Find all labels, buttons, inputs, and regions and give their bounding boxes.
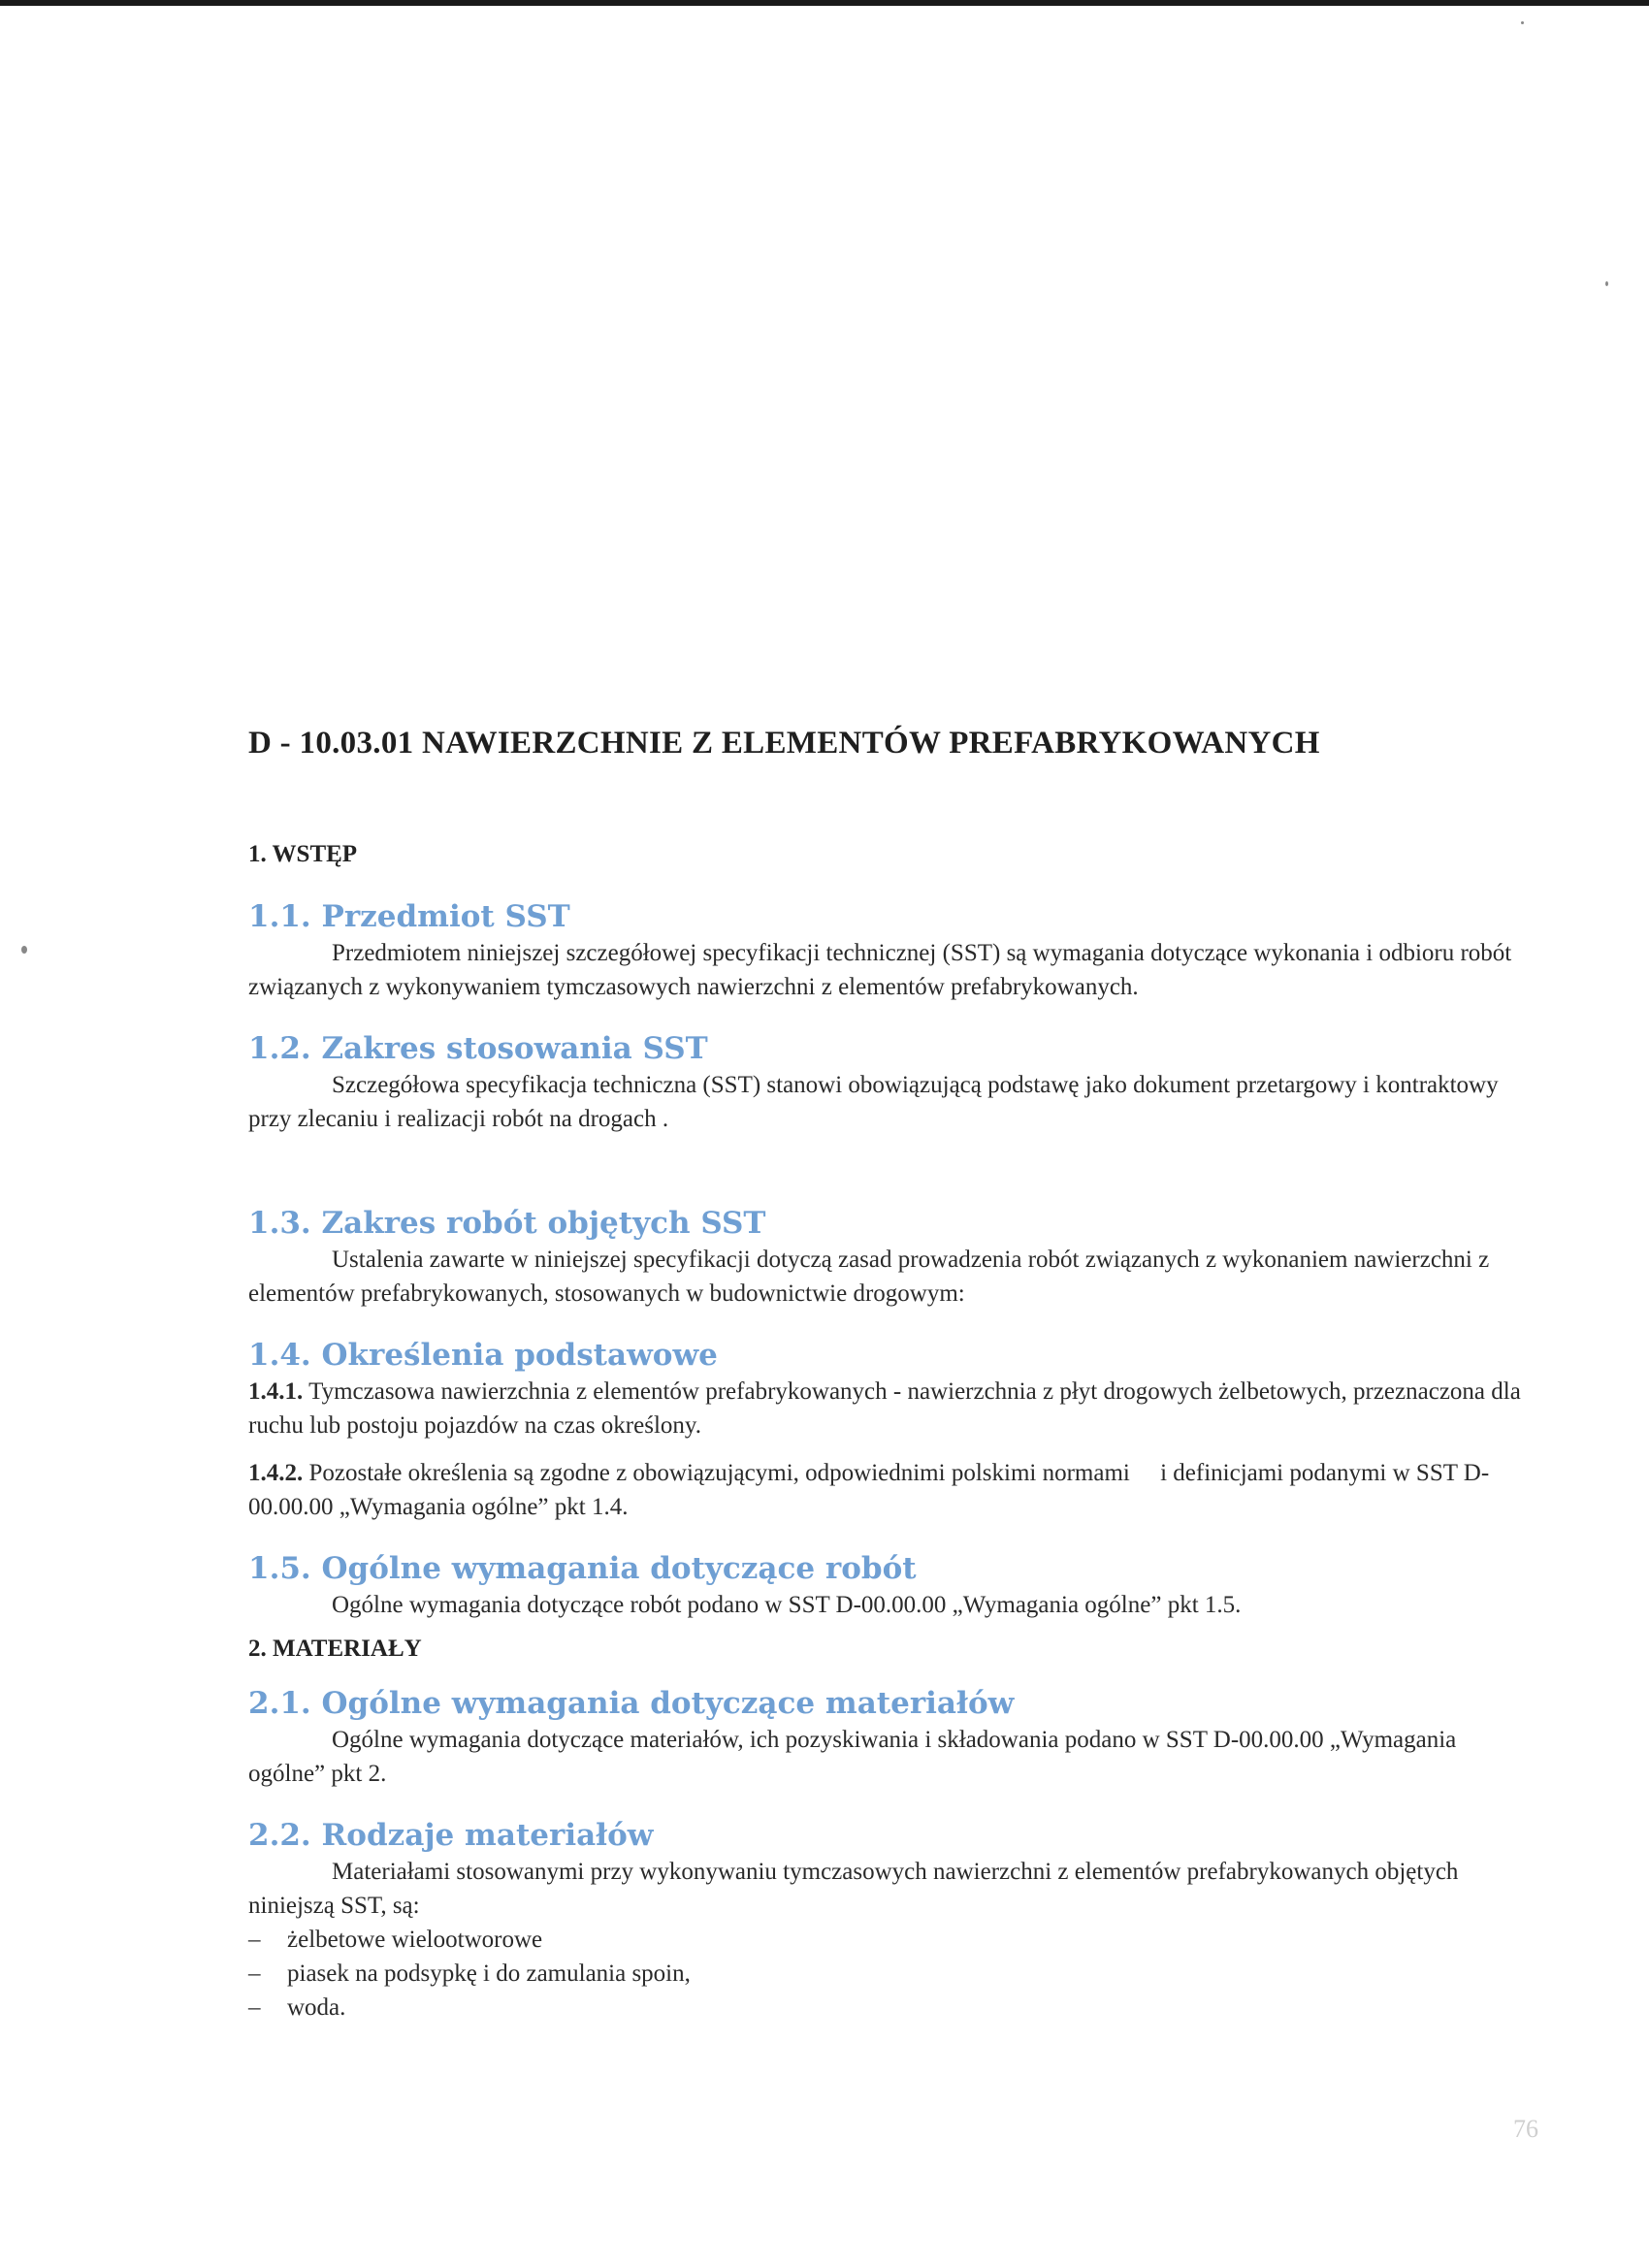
subsection-2-2 bbox=[248, 1816, 1529, 2025]
subsection-1-2-heading: 1.2. Zakres stosowania SST bbox=[248, 1031, 708, 1066]
subsection-1-1 bbox=[248, 897, 1529, 1004]
scan-speck bbox=[1521, 21, 1524, 24]
definition-1-4-2-text: Pozostałe określenia są zgodne z obowiązującymi, odpowiednimi polskimi normami i definicjami podanymi w SST D-00.00.00 „Wymagania ogólne” pkt 1.4. bbox=[248, 1460, 1490, 1520]
scan-speck bbox=[21, 946, 27, 954]
definition-1-4-1 bbox=[248, 1375, 1529, 1442]
materials-list bbox=[248, 1923, 1529, 2025]
subsection-2-1-text: Ogólne wymagania dotyczące materiałów, ich pozyskiwania i składowania podano w SST D-00.00.00 „Wymagania ogólne” pkt 2. bbox=[248, 1727, 1457, 1787]
subsection-1-4-heading: 1.4. Określenia podstawowe bbox=[248, 1338, 718, 1373]
subsection-1-1-heading: 1.1. Przedmiot SST bbox=[248, 899, 570, 934]
section-1-heading: 1. WSTĘP bbox=[248, 841, 358, 867]
scan-speck bbox=[1605, 281, 1608, 286]
subsection-1-5 bbox=[248, 1549, 1529, 1622]
subsection-1-4 bbox=[248, 1336, 1529, 1524]
subsection-1-1-text: Przedmiotem niniejszej szczegółowej specyfikacji technicznej (SST) są wymagania dotyczące wykonania i odbioru robót związanych z wykonywaniem tymczasowych nawierzchni z elementów prefabrykowanych. bbox=[248, 940, 1512, 1000]
subsection-2-2-text: Materiałami stosowanymi przy wykonywaniu tymczasowych nawierzchni z elementów prefabrykowanych objętych niniejszą SST, są: bbox=[248, 1859, 1459, 1919]
subsection-1-3-text: Ustalenia zawarte w niniejszej specyfikacji dotyczą zasad prowadzenia robót związanych z wykonaniem nawierzchni z elementów prefabrykowanych, stosowanych w budownictwie drogowym: bbox=[248, 1247, 1490, 1307]
scan-top-edge bbox=[0, 0, 1649, 6]
subsection-2-2-heading: 2.2. Rodzaje materiałów bbox=[248, 1818, 654, 1853]
definition-1-4-1-text: Tymczasowa nawierzchnia z elementów prefabrykowanych - nawierzchnia z płyt drogowych żelbetowych, przeznaczona dla ruchu lub postoju pojazdów na czas określony. bbox=[248, 1378, 1521, 1439]
definition-1-4-2-number: 1.4.2. bbox=[248, 1460, 304, 1486]
subsection-1-3 bbox=[248, 1204, 1529, 1311]
list-item: – woda. bbox=[248, 1991, 1529, 2025]
subsection-1-5-heading: 1.5. Ogólne wymagania dotyczące robót bbox=[248, 1551, 917, 1586]
page-number: 76 bbox=[1513, 2115, 1538, 2143]
list-item: – żelbetowe wielootworowe bbox=[248, 1923, 1529, 1957]
subsection-1-2-text: Szczegółowa specyfikacja techniczna (SST) stanowi obowiązującą podstawę jako dokument przetargowy i kontraktowy przy zlecaniu i realizacji robót na drogach . bbox=[248, 1072, 1499, 1132]
subsection-2-1 bbox=[248, 1684, 1529, 1791]
subsection-1-2 bbox=[248, 1029, 1529, 1136]
document-page bbox=[248, 726, 1529, 2050]
section-2-heading: 2. MATERIAŁY bbox=[248, 1636, 422, 1662]
subsection-2-1-heading: 2.1. Ogólne wymagania dotyczące materiałów bbox=[248, 1686, 1015, 1721]
list-item: – piasek na podsypkę i do zamulania spoin, bbox=[248, 1957, 1529, 1991]
subsection-1-3-heading: 1.3. Zakres robót objętych SST bbox=[248, 1206, 766, 1241]
document-title: D - 10.03.01 NAWIERZCHNIE Z ELEMENTÓW PREFABRYKOWANYCH bbox=[248, 726, 1320, 761]
definition-1-4-2 bbox=[248, 1456, 1529, 1524]
subsection-1-5-text: Ogólne wymagania dotyczące robót podano w SST D-00.00.00 „Wymagania ogólne” pkt 1.5. bbox=[332, 1592, 1242, 1618]
definition-1-4-1-number: 1.4.1. bbox=[248, 1378, 304, 1405]
